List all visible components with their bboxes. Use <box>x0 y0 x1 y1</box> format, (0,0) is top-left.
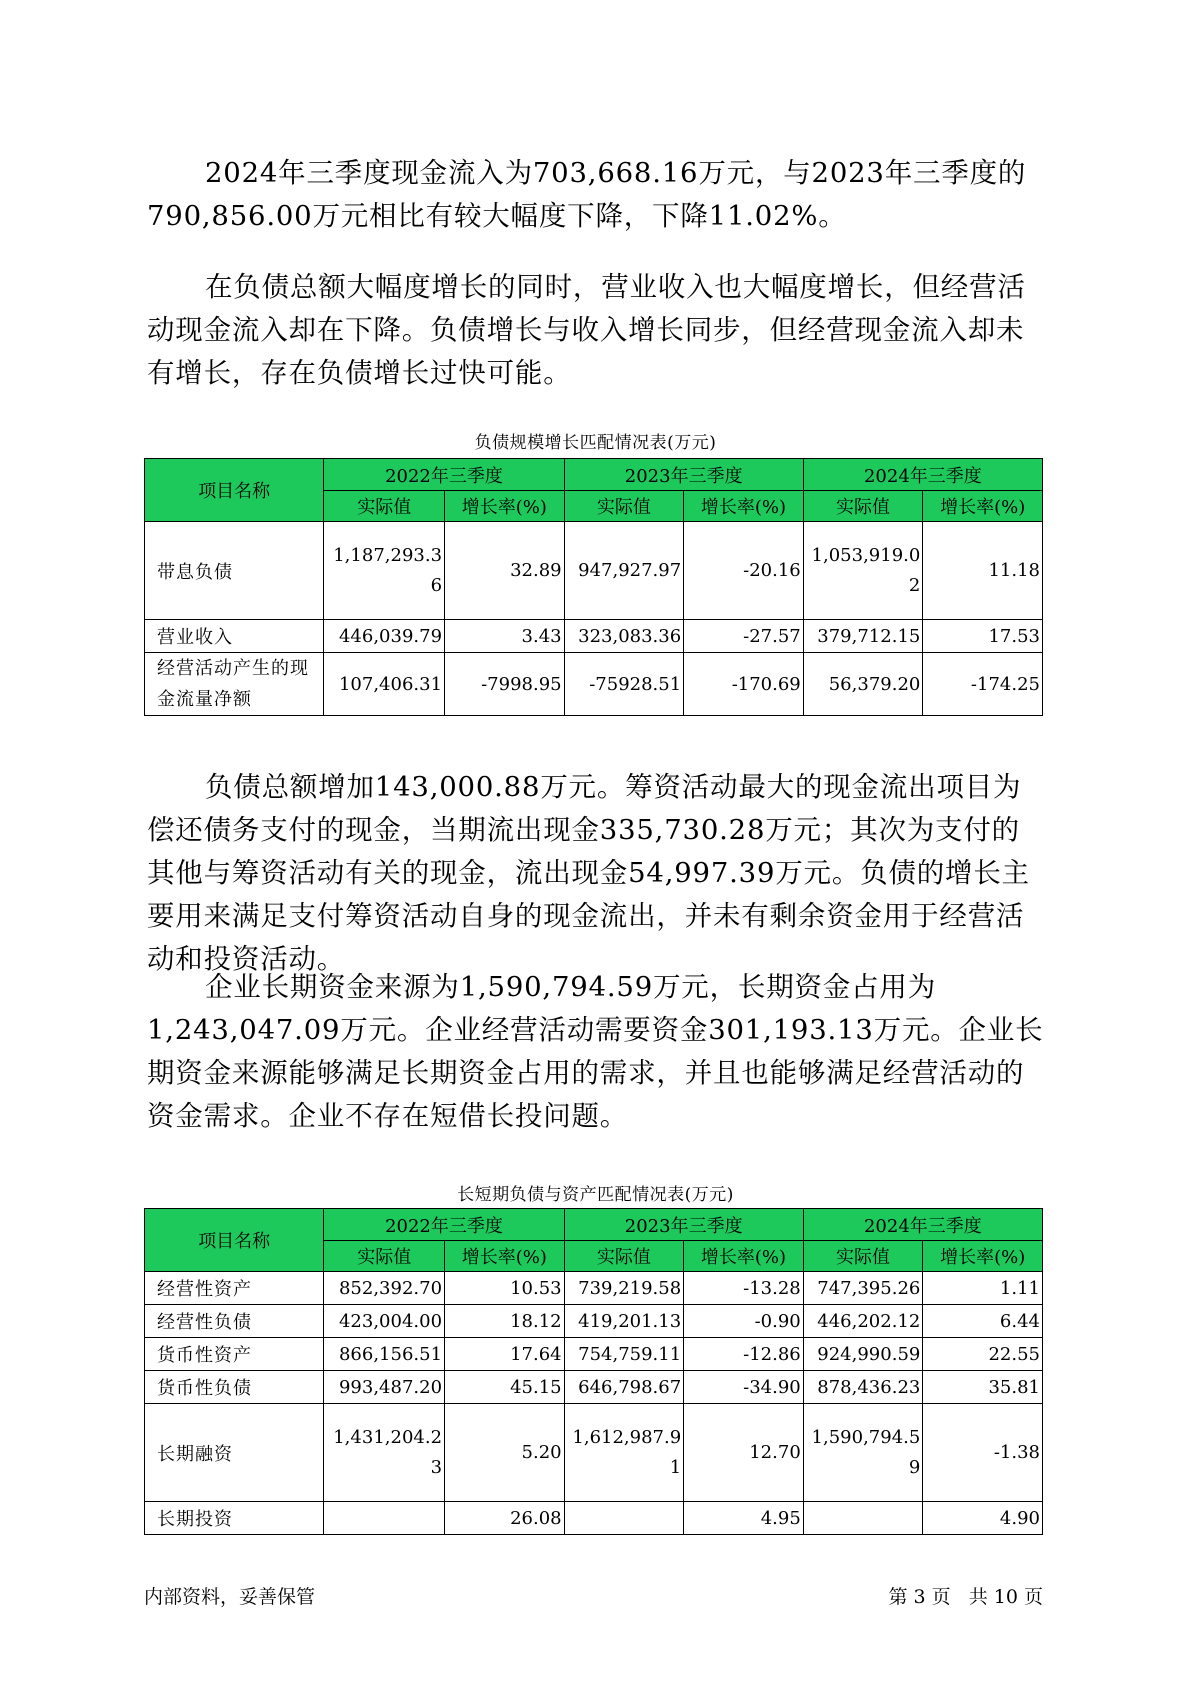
cell-actual-2022: 423,004.00 <box>324 1305 445 1338</box>
cell-growth-2022: -7998.95 <box>445 653 565 716</box>
header-actual: 实际值 <box>803 491 923 522</box>
row-name: 货币性负债 <box>145 1371 324 1404</box>
header-period-2024: 2024年三季度 <box>803 1209 1042 1241</box>
cell-actual-2022: 866,156.51 <box>324 1338 445 1371</box>
header-actual: 实际值 <box>324 1241 445 1272</box>
table-caption-debt-scale: 负债规模增长匹配情况表(万元) <box>474 433 717 453</box>
cell-actual-2023: 754,759.11 <box>564 1338 684 1371</box>
cell-actual-2024: 379,712.15 <box>803 620 923 653</box>
cell-growth-2022: 3.43 <box>445 620 565 653</box>
row-name: 货币性资产 <box>145 1338 324 1371</box>
cell-actual-2022: 1,431,204.23 <box>324 1404 445 1502</box>
cell-growth-2023: -0.90 <box>684 1305 804 1338</box>
paragraph-long-term-funds: 企业长期资金来源为1,590,794.59万元，长期资金占用为1,243,047.09万元。企业经营活动需要资金301,193.13万元。企业长期资金来源能够满足长期资金占用的需求，并且也能够满足经营活动的资金需求。企业不存在短借长投问题。 <box>147 971 1044 1132</box>
cell-growth-2023: -20.16 <box>684 522 804 620</box>
header-actual: 实际值 <box>564 1241 684 1272</box>
cell-growth-2024: 35.81 <box>923 1371 1043 1404</box>
header-growth: 增长率(%) <box>923 1241 1043 1272</box>
footer-page-number: 第 3 页 共 10 页 <box>888 1586 1043 1608</box>
header-growth: 增长率(%) <box>684 491 804 522</box>
header-period-2022: 2022年三季度 <box>324 1209 564 1241</box>
table-row <box>145 1338 1043 1371</box>
row-name: 经营性负债 <box>145 1305 324 1338</box>
cell-growth-2023: -27.57 <box>684 620 804 653</box>
cell-actual-2023: 739,219.58 <box>564 1272 684 1305</box>
cell-growth-2024: 11.18 <box>923 522 1043 620</box>
cell-actual-2023 <box>564 1502 684 1535</box>
cell-actual-2024: 1,590,794.59 <box>803 1404 923 1502</box>
cell-growth-2023: -34.90 <box>684 1371 804 1404</box>
cell-actual-2022 <box>324 1502 445 1535</box>
paragraph-debt-growth: 在负债总额大幅度增长的同时，营业收入也大幅度增长，但经营活动现金流入却在下降。负债增长与收入增长同步，但经营现金流入却未有增长，存在负债增长过快可能。 <box>147 271 1026 389</box>
table-debt-scale-matching <box>144 458 1043 716</box>
cell-growth-2023: -13.28 <box>684 1272 804 1305</box>
footer-confidential-note: 内部资料，妥善保管 <box>144 1586 316 1608</box>
table-row <box>145 1371 1043 1404</box>
row-name: 经营活动产生的现金流量净额 <box>145 653 324 716</box>
cell-growth-2022: 26.08 <box>445 1502 565 1535</box>
cell-growth-2024: 22.55 <box>923 1338 1043 1371</box>
cell-growth-2023: 4.95 <box>684 1502 804 1535</box>
cell-growth-2024: 17.53 <box>923 620 1043 653</box>
header-actual: 实际值 <box>803 1241 923 1272</box>
row-name: 长期投资 <box>145 1502 324 1535</box>
header-item-name: 项目名称 <box>145 459 324 522</box>
cell-growth-2023: -12.86 <box>684 1338 804 1371</box>
table-row <box>145 1404 1043 1502</box>
row-name: 营业收入 <box>145 620 324 653</box>
table-row <box>145 1305 1043 1338</box>
header-period-2023: 2023年三季度 <box>564 1209 803 1241</box>
table-row <box>145 653 1043 716</box>
cell-actual-2024: 56,379.20 <box>803 653 923 716</box>
header-actual: 实际值 <box>564 491 684 522</box>
cell-growth-2022: 32.89 <box>445 522 565 620</box>
paragraph-financing-outflow: 负债总额增加143,000.88万元。筹资活动最大的现金流出项目为偿还债务支付的现金，当期流出现金335,730.28万元；其次为支付的其他与筹资活动有关的现金，流出现金54,997.39万元。负债的增长主要用来满足支付筹资活动自身的现金流出，并未有剩余资金用于经营活动和投资活动。 <box>147 771 1030 975</box>
paragraph-cash-inflow: 2024年三季度现金流入为703,668.16万元，与2023年三季度的790,856.00万元相比有较大幅度下降，下降11.02%。 <box>147 157 1027 232</box>
cell-actual-2024: 924,990.59 <box>803 1338 923 1371</box>
header-growth: 增长率(%) <box>923 491 1043 522</box>
cell-growth-2024: -174.25 <box>923 653 1043 716</box>
table-row <box>145 1502 1043 1535</box>
cell-growth-2024: 6.44 <box>923 1305 1043 1338</box>
cell-actual-2022: 446,039.79 <box>324 620 445 653</box>
table-row <box>145 1272 1043 1305</box>
header-period-2023: 2023年三季度 <box>564 459 803 491</box>
cell-actual-2024: 878,436.23 <box>803 1371 923 1404</box>
row-name: 长期融资 <box>145 1404 324 1502</box>
cell-actual-2024 <box>803 1502 923 1535</box>
header-period-2022: 2022年三季度 <box>324 459 564 491</box>
cell-actual-2022: 993,487.20 <box>324 1371 445 1404</box>
cell-actual-2023: 1,612,987.91 <box>564 1404 684 1502</box>
table-row <box>145 620 1043 653</box>
table-liability-asset-matching <box>144 1208 1043 1535</box>
cell-growth-2023: 12.70 <box>684 1404 804 1502</box>
header-growth: 增长率(%) <box>684 1241 804 1272</box>
header-growth: 增长率(%) <box>445 1241 565 1272</box>
cell-actual-2022: 852,392.70 <box>324 1272 445 1305</box>
cell-actual-2023: 646,798.67 <box>564 1371 684 1404</box>
row-name: 带息负债 <box>145 522 324 620</box>
cell-growth-2022: 17.64 <box>445 1338 565 1371</box>
header-growth: 增长率(%) <box>445 491 565 522</box>
header-actual: 实际值 <box>324 491 445 522</box>
cell-growth-2022: 45.15 <box>445 1371 565 1404</box>
cell-actual-2023: 323,083.36 <box>564 620 684 653</box>
cell-growth-2022: 5.20 <box>445 1404 565 1502</box>
cell-actual-2023: 419,201.13 <box>564 1305 684 1338</box>
table-row <box>145 522 1043 620</box>
cell-growth-2022: 18.12 <box>445 1305 565 1338</box>
cell-actual-2024: 446,202.12 <box>803 1305 923 1338</box>
cell-actual-2024: 747,395.26 <box>803 1272 923 1305</box>
cell-growth-2024: 4.90 <box>923 1502 1043 1535</box>
row-name: 经营性资产 <box>145 1272 324 1305</box>
table-caption-liability-asset: 长短期负债与资产匹配情况表(万元) <box>457 1185 734 1205</box>
cell-growth-2024: 1.11 <box>923 1272 1043 1305</box>
cell-actual-2023: -75928.51 <box>564 653 684 716</box>
cell-actual-2024: 1,053,919.02 <box>803 522 923 620</box>
cell-actual-2023: 947,927.97 <box>564 522 684 620</box>
cell-growth-2023: -170.69 <box>684 653 804 716</box>
cell-actual-2022: 107,406.31 <box>324 653 445 716</box>
cell-growth-2022: 10.53 <box>445 1272 565 1305</box>
header-period-2024: 2024年三季度 <box>803 459 1042 491</box>
cell-actual-2022: 1,187,293.36 <box>324 522 445 620</box>
header-item-name: 项目名称 <box>145 1209 324 1272</box>
cell-growth-2024: -1.38 <box>923 1404 1043 1502</box>
